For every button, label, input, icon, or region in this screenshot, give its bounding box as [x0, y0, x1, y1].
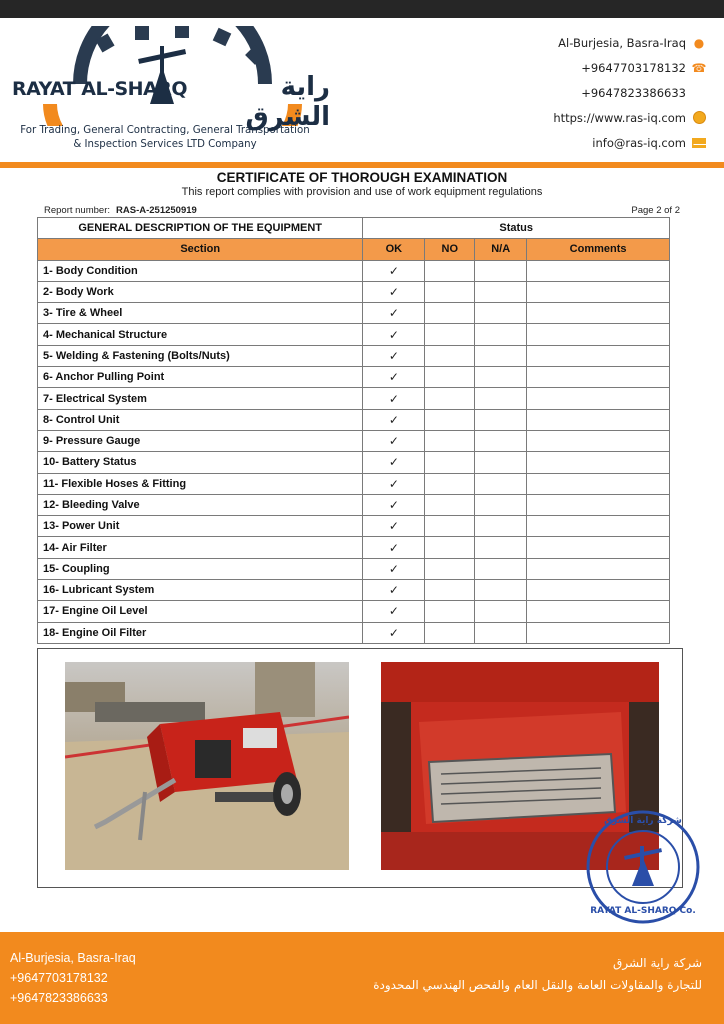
row-ok-cell: ✓	[363, 409, 425, 430]
row-na-cell	[475, 452, 527, 473]
row-section-cell: 12- Bleeding Valve	[38, 494, 363, 515]
top-bar	[0, 0, 724, 18]
company-tagline: For Trading, General Contracting, General Transportation & Inspection Services LTD Company	[20, 125, 310, 150]
company-stamp	[584, 808, 702, 926]
row-section-cell: 13- Power Unit	[38, 516, 363, 537]
row-na-cell	[475, 388, 527, 409]
row-na-cell	[475, 558, 527, 579]
row-section-cell: 7- Electrical System	[38, 388, 363, 409]
inspection-table	[37, 217, 670, 644]
row-ok-cell: ✓	[363, 281, 425, 302]
footer-arabic-line-2: للتجارة والمقاولات العامة والنقل العام والفحص الهندسي المحدودة	[373, 978, 702, 992]
row-no-cell	[425, 473, 475, 494]
row-comments-cell	[527, 494, 670, 515]
row-na-cell	[475, 622, 527, 643]
contact-block	[466, 30, 706, 155]
page-number: Page 2 of 2	[631, 205, 680, 216]
row-ok-cell: ✓	[363, 388, 425, 409]
row-section-cell: 1- Body Condition	[38, 260, 363, 281]
row-no-cell	[425, 430, 475, 451]
row-section-cell: 15- Coupling	[38, 558, 363, 579]
row-comments-cell	[527, 473, 670, 494]
table-row	[38, 516, 670, 537]
row-na-cell	[475, 367, 527, 388]
col-ok: OK	[363, 239, 425, 260]
table-row	[38, 345, 670, 366]
table-column-header	[38, 239, 670, 260]
footer-arabic-line-1: شركة راية الشرق	[613, 956, 702, 970]
row-section-cell: 3- Tire & Wheel	[38, 303, 363, 324]
row-ok-cell: ✓	[363, 367, 425, 388]
row-no-cell	[425, 622, 475, 643]
contact-phone-2[interactable]: +9647823386633	[581, 85, 686, 100]
row-ok-cell: ✓	[363, 260, 425, 281]
row-comments-cell	[527, 303, 670, 324]
table-row	[38, 409, 670, 430]
table-row	[38, 324, 670, 345]
row-no-cell	[425, 409, 475, 430]
contact-website[interactable]: https://www.ras-iq.com	[466, 105, 706, 130]
logo-text-english: RAYAT AL-SHARQ	[12, 78, 188, 100]
document-subtitle: This report complies with provision and use of work equipment regulations	[181, 186, 543, 198]
row-na-cell	[475, 260, 527, 281]
row-no-cell	[425, 494, 475, 515]
contact-phone-1[interactable]: +9647703178132 ☎	[581, 60, 707, 75]
row-no-cell	[425, 601, 475, 622]
contact-email[interactable]: info@ras-iq.com	[466, 130, 706, 155]
row-section-cell: 18- Engine Oil Filter	[38, 622, 363, 643]
row-no-cell	[425, 516, 475, 537]
row-ok-cell: ✓	[363, 473, 425, 494]
row-na-cell	[475, 473, 527, 494]
col-section: Section	[38, 239, 363, 260]
row-na-cell	[475, 537, 527, 558]
col-no: NO	[425, 239, 475, 260]
stamp-arabic-text: شركة راية الشرق	[604, 816, 682, 826]
contact-address: Al-Burjesia, Basra-Iraq ●	[558, 35, 705, 50]
row-ok-cell: ✓	[363, 430, 425, 451]
report-number: Report number: RAS-A-251250919	[44, 205, 197, 216]
table-row	[38, 558, 670, 579]
row-ok-cell: ✓	[363, 494, 425, 515]
row-section-cell: 5- Welding & Fastening (Bolts/Nuts)	[38, 345, 363, 366]
table-row	[38, 430, 670, 451]
table-row	[38, 260, 670, 281]
envelope-icon	[692, 138, 706, 148]
row-na-cell	[475, 324, 527, 345]
row-comments-cell	[527, 516, 670, 537]
table-row	[38, 452, 670, 473]
row-no-cell	[425, 388, 475, 409]
row-na-cell	[475, 601, 527, 622]
row-comments-cell	[527, 601, 670, 622]
table-row	[38, 580, 670, 601]
row-na-cell	[475, 516, 527, 537]
row-ok-cell: ✓	[363, 303, 425, 324]
row-section-cell: 11- Flexible Hoses & Fitting	[38, 473, 363, 494]
row-comments-cell	[527, 622, 670, 643]
row-na-cell	[475, 345, 527, 366]
row-na-cell	[475, 409, 527, 430]
row-comments-cell	[527, 367, 670, 388]
row-na-cell	[475, 580, 527, 601]
row-ok-cell: ✓	[363, 601, 425, 622]
footer-phone-1[interactable]: +9647703178132	[10, 971, 108, 985]
row-no-cell	[425, 324, 475, 345]
row-comments-cell	[527, 324, 670, 345]
table-row	[38, 281, 670, 302]
col-comments: Comments	[527, 239, 670, 260]
table-row	[38, 388, 670, 409]
row-comments-cell	[527, 409, 670, 430]
footer-arabic	[373, 952, 702, 996]
equipment-photo-1	[65, 662, 349, 870]
logo-text-arabic: راية الشرق	[245, 72, 330, 132]
row-section-cell: 2- Body Work	[38, 281, 363, 302]
row-comments-cell	[527, 345, 670, 366]
table-row	[38, 622, 670, 643]
header-divider	[0, 162, 724, 168]
footer-contact	[10, 948, 136, 1008]
row-comments-cell	[527, 388, 670, 409]
row-ok-cell: ✓	[363, 622, 425, 643]
row-no-cell	[425, 281, 475, 302]
footer-address: Al-Burjesia, Basra-Iraq	[10, 951, 136, 965]
table-row	[38, 494, 670, 515]
row-no-cell	[425, 303, 475, 324]
row-ok-cell: ✓	[363, 345, 425, 366]
row-no-cell	[425, 580, 475, 601]
row-comments-cell	[527, 281, 670, 302]
row-no-cell	[425, 452, 475, 473]
table-group-header	[38, 218, 670, 239]
row-ok-cell: ✓	[363, 558, 425, 579]
row-no-cell	[425, 260, 475, 281]
row-section-cell: 4- Mechanical Structure	[38, 324, 363, 345]
table-row	[38, 473, 670, 494]
row-na-cell	[475, 281, 527, 302]
table-row	[38, 303, 670, 324]
row-na-cell	[475, 303, 527, 324]
row-no-cell	[425, 537, 475, 558]
table-row	[38, 367, 670, 388]
status-header: Status	[363, 218, 670, 239]
row-ok-cell: ✓	[363, 516, 425, 537]
row-section-cell: 6- Anchor Pulling Point	[38, 367, 363, 388]
row-comments-cell	[527, 260, 670, 281]
row-comments-cell	[527, 537, 670, 558]
globe-icon	[693, 111, 706, 124]
row-na-cell	[475, 494, 527, 515]
document-title: CERTIFICATE OF THOROUGH EXAMINATION	[216, 170, 508, 185]
row-section-cell: 9- Pressure Gauge	[38, 430, 363, 451]
row-no-cell	[425, 558, 475, 579]
row-comments-cell	[527, 452, 670, 473]
row-no-cell	[425, 345, 475, 366]
row-ok-cell: ✓	[363, 580, 425, 601]
row-section-cell: 17- Engine Oil Level	[38, 601, 363, 622]
row-na-cell	[475, 430, 527, 451]
phone-icon: ☎	[691, 60, 707, 75]
row-comments-cell	[527, 580, 670, 601]
row-section-cell: 16- Lubricant System	[38, 580, 363, 601]
footer-phone-2[interactable]: +9647823386633	[10, 991, 108, 1005]
col-na: N/A	[475, 239, 527, 260]
row-no-cell	[425, 367, 475, 388]
table-row	[38, 601, 670, 622]
general-description-header: GENERAL DESCRIPTION OF THE EQUIPMENT	[38, 218, 363, 239]
stamp-english-text: RAYAT AL-SHARQ Co.	[590, 906, 696, 916]
row-section-cell: 14- Air Filter	[38, 537, 363, 558]
row-section-cell: 10- Battery Status	[38, 452, 363, 473]
footer	[0, 932, 724, 1024]
row-section-cell: 8- Control Unit	[38, 409, 363, 430]
row-ok-cell: ✓	[363, 324, 425, 345]
row-ok-cell: ✓	[363, 452, 425, 473]
row-comments-cell	[527, 558, 670, 579]
row-ok-cell: ✓	[363, 537, 425, 558]
table-row	[38, 537, 670, 558]
row-comments-cell	[527, 430, 670, 451]
location-pin-icon: ●	[693, 35, 705, 50]
